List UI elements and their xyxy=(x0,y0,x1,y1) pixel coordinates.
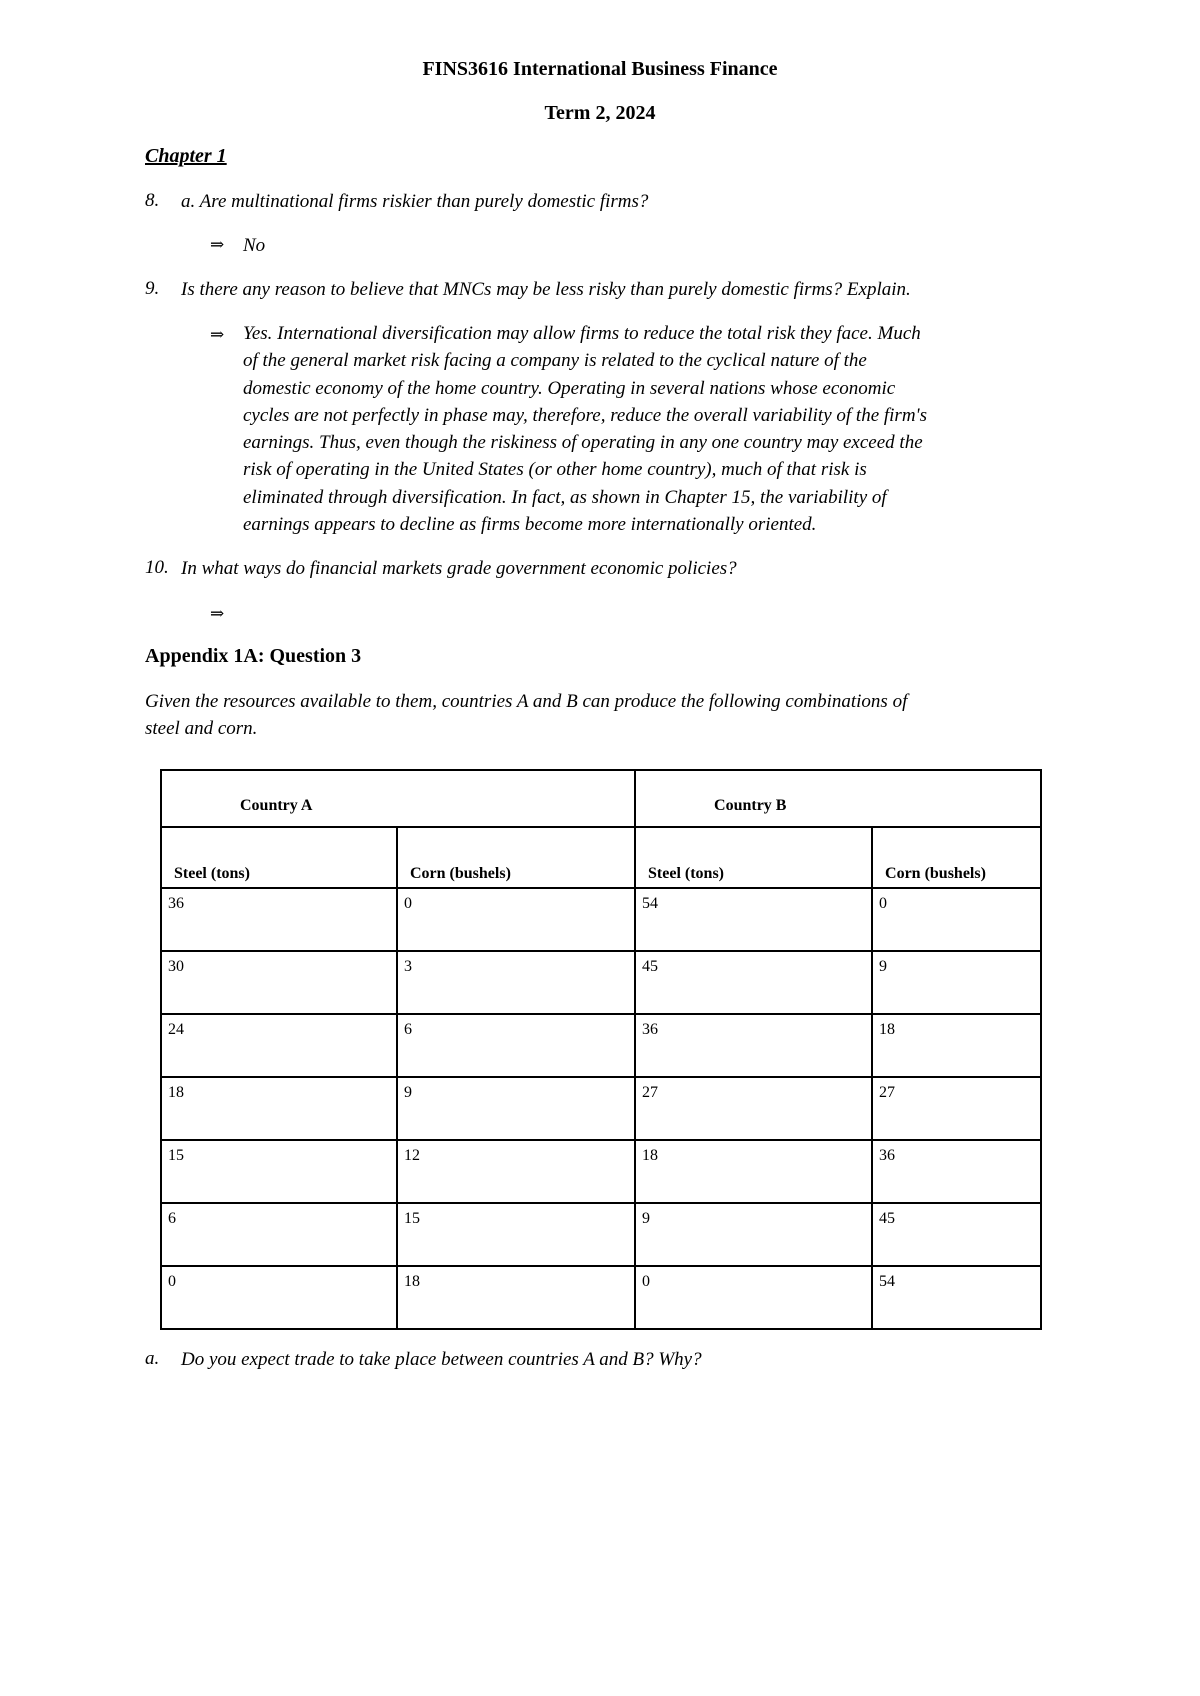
column-header-row xyxy=(161,827,1041,888)
table-cell: 0 xyxy=(161,1266,397,1329)
table-cell: 0 xyxy=(872,888,1041,951)
question-10-text: In what ways do financial markets grade government economic policies? xyxy=(181,558,737,579)
col-header: Corn (bushels) xyxy=(872,827,1041,888)
country-b-label: Country B xyxy=(714,796,787,814)
appendix-heading: Appendix 1A: Question 3 xyxy=(145,645,362,667)
table-cell: 27 xyxy=(872,1077,1041,1140)
intro-line: steel and corn. xyxy=(145,718,258,740)
answer-arrow-icon: ⇒ xyxy=(210,325,225,344)
answer-line: earnings. Thus, even though the riskiness of operating in any one country may exceed the xyxy=(243,432,923,454)
table-cell: 45 xyxy=(635,951,872,1014)
table-cell: 36 xyxy=(635,1014,872,1077)
term-label: Term 2, 2024 xyxy=(544,102,656,124)
table-row xyxy=(161,1077,1041,1140)
table-cell: 18 xyxy=(397,1266,635,1329)
answer-line: eliminated through diversification. In fact, as shown in Chapter 15, the variability of xyxy=(243,486,887,508)
table-cell: 30 xyxy=(161,951,397,1014)
question-8-text: a. Are multinational firms riskier than purely domestic firms? xyxy=(181,191,649,212)
question-a-text: Do you expect trade to take place between countries A and B? Why? xyxy=(181,1349,702,1370)
table-cell: 3 xyxy=(397,951,635,1014)
table-cell: 18 xyxy=(872,1014,1041,1077)
question-8-answer: No xyxy=(243,235,266,256)
table-cell: 6 xyxy=(161,1203,397,1266)
table-row xyxy=(161,888,1041,951)
intro-line: Given the resources available to them, countries A and B can produce the following combinations of xyxy=(145,691,908,712)
question-9-text: Is there any reason to believe that MNCs may be less risky than purely domestic firms? Explain. xyxy=(181,279,911,300)
table-row xyxy=(161,1266,1041,1329)
table-cell: 9 xyxy=(872,951,1041,1014)
col-header: Corn (bushels) xyxy=(397,827,635,888)
table-cell: 0 xyxy=(635,1266,872,1329)
table-cell: 27 xyxy=(635,1077,872,1140)
table-cell: 24 xyxy=(161,1014,397,1077)
country-header-row xyxy=(161,770,1041,827)
table-cell: 54 xyxy=(872,1266,1041,1329)
table-row xyxy=(161,1140,1041,1203)
appendix-intro xyxy=(145,688,1065,743)
table-row xyxy=(161,1014,1041,1077)
table-cell: 18 xyxy=(161,1077,397,1140)
table-cell: 9 xyxy=(635,1203,872,1266)
country-a-label: Country A xyxy=(240,796,313,814)
production-table xyxy=(160,769,1042,1330)
answer-arrow-icon: ⇒ xyxy=(210,235,225,254)
table-cell: 18 xyxy=(635,1140,872,1203)
col-header: Steel (tons) xyxy=(635,827,872,888)
table-cell: 45 xyxy=(872,1203,1041,1266)
answer-line: risk of operating in the United States (or other home country), much of that risk is xyxy=(243,459,867,481)
answer-line: earnings appears to decline as firms become more internationally oriented. xyxy=(243,514,817,536)
table-cell: 0 xyxy=(397,888,635,951)
country-a-header xyxy=(161,770,635,827)
question-8-number: 8. xyxy=(145,190,160,211)
question-9-answer xyxy=(243,320,1073,538)
question-a-number: a. xyxy=(145,1348,160,1369)
answer-line: Yes. International diversification may allow firms to reduce the total risk they face. Much xyxy=(243,323,921,344)
col-header: Steel (tons) xyxy=(161,827,397,888)
answer-line: of the general market risk facing a company is related to the cyclical nature of the xyxy=(243,350,867,372)
question-10-number: 10. xyxy=(145,557,169,578)
answer-line: cycles are not perfectly in phase may, therefore, reduce the overall variability of the firm's xyxy=(243,404,928,426)
table-cell: 15 xyxy=(397,1203,635,1266)
table-cell: 12 xyxy=(397,1140,635,1203)
country-b-header xyxy=(635,770,1041,827)
table-row xyxy=(161,1203,1041,1266)
chapter-heading: Chapter 1 xyxy=(145,145,227,167)
table-cell: 6 xyxy=(397,1014,635,1077)
course-title: FINS3616 International Business Finance xyxy=(422,58,778,80)
answer-arrow-icon: ⇒ xyxy=(210,604,225,623)
table-cell: 54 xyxy=(635,888,872,951)
table-row xyxy=(161,951,1041,1014)
table-cell: 15 xyxy=(161,1140,397,1203)
table-cell: 9 xyxy=(397,1077,635,1140)
answer-line: domestic economy of the home country. Operating in several nations whose economic xyxy=(243,377,896,399)
table-cell: 36 xyxy=(161,888,397,951)
question-9-number: 9. xyxy=(145,278,160,299)
table-cell: 36 xyxy=(872,1140,1041,1203)
